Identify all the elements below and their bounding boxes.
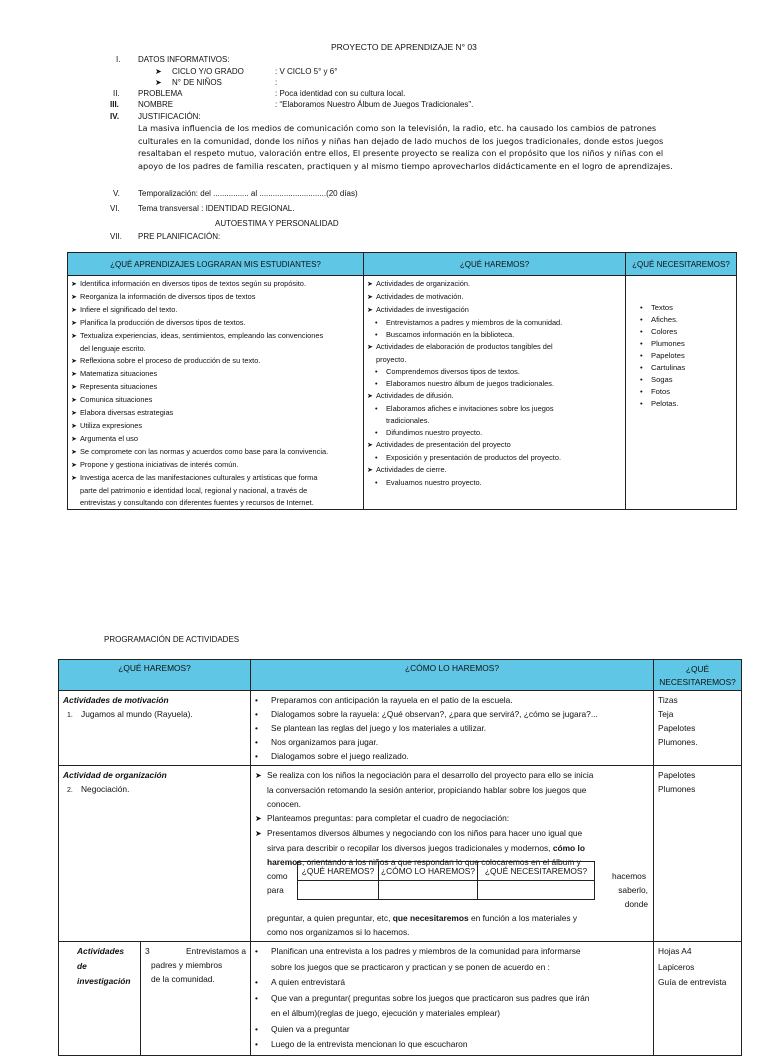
list-item-continuation: como nos organizamos si lo hacemos. xyxy=(267,927,410,937)
empty-cell xyxy=(478,881,595,900)
section-number: III. xyxy=(110,100,119,109)
learning-list xyxy=(68,276,364,510)
header-cell: ¿CÓMO LO HAREMOS? xyxy=(251,660,654,691)
justificacion-paragraph xyxy=(138,122,700,172)
ninos-value: : xyxy=(275,78,278,87)
pre-planning-table xyxy=(67,252,737,510)
item-text: Jugamos al mundo (Rayuela). xyxy=(81,709,193,719)
list-item: • Luego de la entrevista mencionan lo que escucharon xyxy=(255,1037,649,1053)
list-item-continuation xyxy=(255,841,649,855)
list-item: • Textos xyxy=(632,302,734,314)
list-item: ➤ Comunica situaciones xyxy=(71,394,361,407)
nombre-value: : “Elaboramos Nuestro Álbum de Juegos Tradicionales”. xyxy=(275,100,474,109)
list-item-continuation: del lenguaje escrito. xyxy=(80,344,146,353)
list-item: • Quien va a preguntar xyxy=(255,1022,649,1038)
material-item: Plumones xyxy=(658,784,696,794)
list-item: ➤ Se compromete con las normas y acuerdos como base para la convivencia. xyxy=(71,446,361,459)
list-item-continuation: conocen. xyxy=(267,799,302,809)
paragraph-line: resaltaban el respeto mutuo, valoración entre ellos, El presente proyecto se realiza con el propósito que los niños y niñas con el xyxy=(138,148,664,159)
negotiation-header-cell: ¿QUÉ HAREMOS? xyxy=(298,862,379,881)
section-title: PROGRAMACIÓN DE ACTIVIDADES xyxy=(104,635,240,644)
negotiation-header-cell: ¿CÓMO LO HAREMOS? xyxy=(379,862,478,881)
list-item: ➤ Matematiza situaciones xyxy=(71,368,361,381)
list-item-continuation: entrevistas y consultando con diferentes fuentes y recursos de Internet. xyxy=(80,498,314,507)
list-item: ➤ Actividades de elaboración de productos tangibles del xyxy=(367,341,623,354)
activity-title: Actividad de organización xyxy=(63,770,167,780)
list-item: • Planifican una entrevista a los padres y miembros de la comunidad para informarse xyxy=(255,944,649,960)
activities-table xyxy=(58,659,742,1056)
activity-item-continuation: padres y miembros xyxy=(151,960,223,970)
temporalizacion-label: Temporalización: del ................ al ..............................(20 días) xyxy=(138,189,358,198)
need-cell xyxy=(654,942,742,1056)
list-item: ➤ Elabora diversas estrategias xyxy=(71,407,361,420)
item-number: 1. xyxy=(67,712,73,719)
activity-item-continuation: de la comunidad. xyxy=(151,974,215,984)
activity-item xyxy=(63,782,246,798)
sub-list-item: • Elaboramos nuestro álbum de juegos tradicionales. xyxy=(367,378,623,390)
table-row xyxy=(59,942,742,1056)
pre-planificacion-label: PRE PLANIFICACIÓN: xyxy=(138,232,221,241)
list-item: • Nos organizamos para jugar. xyxy=(255,735,649,749)
list-item: • Que van a preguntar( preguntas sobre los juegos que practicaron sus padres que irán xyxy=(255,991,649,1007)
list-item-continuation: proyecto. xyxy=(376,355,407,364)
list-item-continuation: en el álbum)(reglas de juego, ejecución y materiales emplear) xyxy=(271,1008,501,1018)
need-cell xyxy=(654,766,742,942)
section-number: I. xyxy=(116,55,121,64)
list-item: ➤ Planifica la producción de diversos tipos de textos. xyxy=(71,317,361,330)
list-item: ➤ Reflexiona sobre el proceso de producción de su texto. xyxy=(71,355,361,368)
material-item: Papelotes xyxy=(658,723,696,733)
section-number: VI. xyxy=(110,204,120,213)
activity-cell xyxy=(59,766,251,942)
sub-list-item: • Evaluamos nuestro proyecto. xyxy=(367,477,623,489)
section-number: V. xyxy=(113,189,120,198)
header-text: ¿QUÉ xyxy=(685,664,710,674)
table-row xyxy=(59,766,742,942)
text-run: saberlo, xyxy=(618,885,649,895)
material-item: Teja xyxy=(658,709,674,719)
list-item: ➤ Actividades de organización. xyxy=(367,278,623,291)
list-item: • Colores xyxy=(632,326,734,338)
section-number: II. xyxy=(113,89,120,98)
paragraph-line: La masiva influencia de los medios de comunicación como son la televisión, la radio, etc. ha causado los cambios de patrones xyxy=(138,123,657,133)
list-item-continuation: sobre los juegos que se practicaron y practican y se ponen de acuerdo en : xyxy=(271,961,550,972)
list-item: ➤ Investiga acerca de las manifestaciones culturales y artísticas que forma xyxy=(71,472,361,485)
sub-list-item: • Buscamos información en la biblioteca. xyxy=(367,329,623,341)
need-cell xyxy=(654,691,742,766)
list-item: ➤ Actividades de investigación xyxy=(367,304,623,317)
text-run: preguntar, a quien preguntar, etc, xyxy=(267,913,391,923)
how-cell xyxy=(251,766,654,942)
text-run: donde xyxy=(624,899,649,909)
list-item: • Dialogamos sobre la rayuela: ¿Qué observan?, ¿para que servirá?, ¿cómo se jugara?... xyxy=(255,707,649,721)
activity-title-cell xyxy=(59,942,141,1056)
list-item-continuation: tradicionales. xyxy=(386,416,430,425)
activity-title: Actividades xyxy=(77,946,125,956)
text-run: en función a los materiales y xyxy=(470,913,578,923)
list-item-continuation: la conversación retomando la sesión anterior, propiciando hablar sobre los juegos que xyxy=(267,785,587,795)
list-item: ➤ Representa situaciones xyxy=(71,381,361,394)
list-item: ➤ Propone y gestiona iniciativas de interés común. xyxy=(71,459,361,472)
sub-list-item: • Exposición y presentación de productos del proyecto. xyxy=(367,452,623,464)
text-run: sirva para describir o recopilar los diversos juegos tradicionales y modernos, xyxy=(267,843,551,853)
how-cell xyxy=(251,691,654,766)
document-title: PROYECTO DE APRENDIZAJE N° 03 xyxy=(331,42,477,52)
list-item: • Fotos xyxy=(632,386,734,398)
list-item-continuation: parte del patrimonio e identidad local, regional y nacional, a través de xyxy=(80,486,308,495)
list-item: • Dialogamos sobre el juego realizado. xyxy=(255,749,649,763)
header-cell xyxy=(654,660,742,691)
list-item: ➤ Actividades de presentación del proyecto xyxy=(367,439,623,452)
list-item-continuation xyxy=(255,911,649,925)
tema-transversal-value: AUTOESTIMA Y PERSONALIDAD xyxy=(215,219,339,228)
arrow-bullet-icon: ➤ xyxy=(155,67,162,76)
list-item: • Papelotes xyxy=(632,350,734,362)
list-item: ➤ Textualiza experiencias, ideas, sentimientos, empleando las convenciones xyxy=(71,330,361,343)
activity-item-cell xyxy=(141,942,251,1056)
item-text: Negociación. xyxy=(81,784,130,794)
list-item: ➤ Se realiza con los niños la negociación para el desarrollo del proyecto para ello se inicia xyxy=(255,768,649,783)
ciclo-value: : V CICLO 5° y 6° xyxy=(275,67,338,76)
justificacion-label: JUSTIFICACIÓN: xyxy=(138,112,201,121)
ninos-label: N° DE NIÑOS xyxy=(172,78,222,87)
activity-title: de xyxy=(77,961,87,971)
negotiation-header-cell: ¿QUÉ NECESITAREMOS? xyxy=(478,862,595,881)
list-item: ➤ Actividades de cierre. xyxy=(367,464,623,477)
activity-item xyxy=(63,707,246,723)
materials-list xyxy=(626,276,737,510)
activity-cell xyxy=(59,691,251,766)
list-item: ➤ Reorganiza la información de diversos tipos de textos xyxy=(71,291,361,304)
material-item: Hojas A4 xyxy=(658,946,692,956)
material-item: Plumones. xyxy=(658,737,698,747)
paragraph-line: apoyo de los padres de familia rescaten, practiquen y al mismo tiempo aprovecharlos didácticamente en el logro de aprendizajes. xyxy=(138,160,673,171)
list-item: • Preparamos con anticipación la rayuela en el patio de la escuela. xyxy=(255,693,649,707)
material-item: Papelotes xyxy=(658,770,696,780)
list-item: • Cartulinas xyxy=(632,362,734,374)
activity-item xyxy=(145,944,246,958)
negotiation-header-row xyxy=(298,862,595,881)
activities-list xyxy=(364,276,626,510)
text-run: hacemos xyxy=(612,871,647,881)
list-item: • Afiches. xyxy=(632,314,734,326)
negotiation-table xyxy=(297,861,595,900)
list-item: ➤ Argumenta el uso xyxy=(71,433,361,446)
table-row xyxy=(59,691,742,766)
activity-title: investigación xyxy=(77,976,131,986)
list-item: ➤ Utiliza expresiones xyxy=(71,420,361,433)
nombre-label: NOMBRE xyxy=(138,100,174,109)
empty-cell xyxy=(379,881,478,900)
sub-list-item: • Difundimos nuestro proyecto. xyxy=(367,427,623,439)
list-item: • Plumones xyxy=(632,338,734,350)
material-item: Guía de entrevista xyxy=(658,977,727,987)
list-item: ➤ Actividades de difusión. xyxy=(367,390,623,403)
section-label: DATOS INFORMATIVOS: xyxy=(138,55,230,64)
sub-list-item: • Elaboramos afiches e invitaciones sobre los juegos xyxy=(367,403,623,415)
section-number: VII. xyxy=(110,232,123,241)
text-run: , orientando a los niños a que respondan lo que colocaremos en el álbum y xyxy=(301,857,581,867)
table-header-row xyxy=(59,660,742,691)
sub-list-item: • Comprendemos diversos tipos de textos. xyxy=(367,366,623,378)
item-text: Entrevistamos a xyxy=(185,946,247,956)
empty-cell xyxy=(298,881,379,900)
problema-value: : Poca identidad con su cultura local. xyxy=(275,89,406,98)
list-item: • Pelotas. xyxy=(632,398,734,410)
list-item: • Se plantean las reglas del juego y los materiales a utilizar. xyxy=(255,721,649,735)
section-number: IV. xyxy=(110,112,120,121)
sub-list-item: • Entrevistamos a padres y miembros de la comunidad. xyxy=(367,317,623,329)
bold-text-run: que necesitaremos xyxy=(392,913,469,923)
header-cell: ¿QUÉ NECESITAREMOS? xyxy=(626,253,737,276)
negotiation-empty-row xyxy=(298,881,595,900)
paragraph-line: culturales en la comunidad, donde los niños y niñas han dejado de lado muchos de los juegos tradicionales, donde estos juegos xyxy=(138,135,664,146)
list-item: ➤ Presentamos diversos álbumes y negociando con los niños para hacer uno igual que xyxy=(255,826,649,841)
item-number: 3 xyxy=(145,946,150,956)
list-item: ➤ Actividades de motivación. xyxy=(367,291,623,304)
text-run: como xyxy=(267,871,288,881)
header-cell: ¿QUÉ HAREMOS? xyxy=(364,253,626,276)
table-row xyxy=(68,276,737,510)
arrow-bullet-icon: ➤ xyxy=(155,78,162,87)
list-item: • Sogas xyxy=(632,374,734,386)
bold-text-run: cómo lo xyxy=(552,843,585,853)
how-cell xyxy=(251,942,654,1056)
problema-label: PROBLEMA xyxy=(138,89,183,98)
header-text: NECESITAREMOS? xyxy=(659,677,736,687)
list-item: ➤ Identifica información en diversos tipos de textos según su propósito. xyxy=(71,278,361,291)
header-cell: ¿QUÉ APRENDIZAJES LOGRARAN MIS ESTUDIANTES? xyxy=(68,253,364,276)
material-item: Lapiceros xyxy=(658,961,695,972)
material-item: Tizas xyxy=(658,695,678,705)
list-item: • A quien entrevistará xyxy=(255,975,649,991)
header-cell: ¿QUÉ HAREMOS? xyxy=(59,660,251,691)
table-header-row xyxy=(68,253,737,276)
list-item: ➤ Planteamos preguntas: para completar el cuadro de negociación: xyxy=(255,811,649,826)
list-item: ➤ Infiere el significado del texto. xyxy=(71,304,361,317)
bold-text-run: haremos xyxy=(267,857,302,867)
item-number: 2. xyxy=(67,787,73,794)
ciclo-label: CICLO Y/O GRADO xyxy=(172,67,244,76)
activity-title: Actividades de motivación xyxy=(63,695,169,705)
tema-transversal-label: Tema transversal : IDENTIDAD REGIONAL. xyxy=(138,204,295,213)
text-run: para xyxy=(267,885,284,895)
